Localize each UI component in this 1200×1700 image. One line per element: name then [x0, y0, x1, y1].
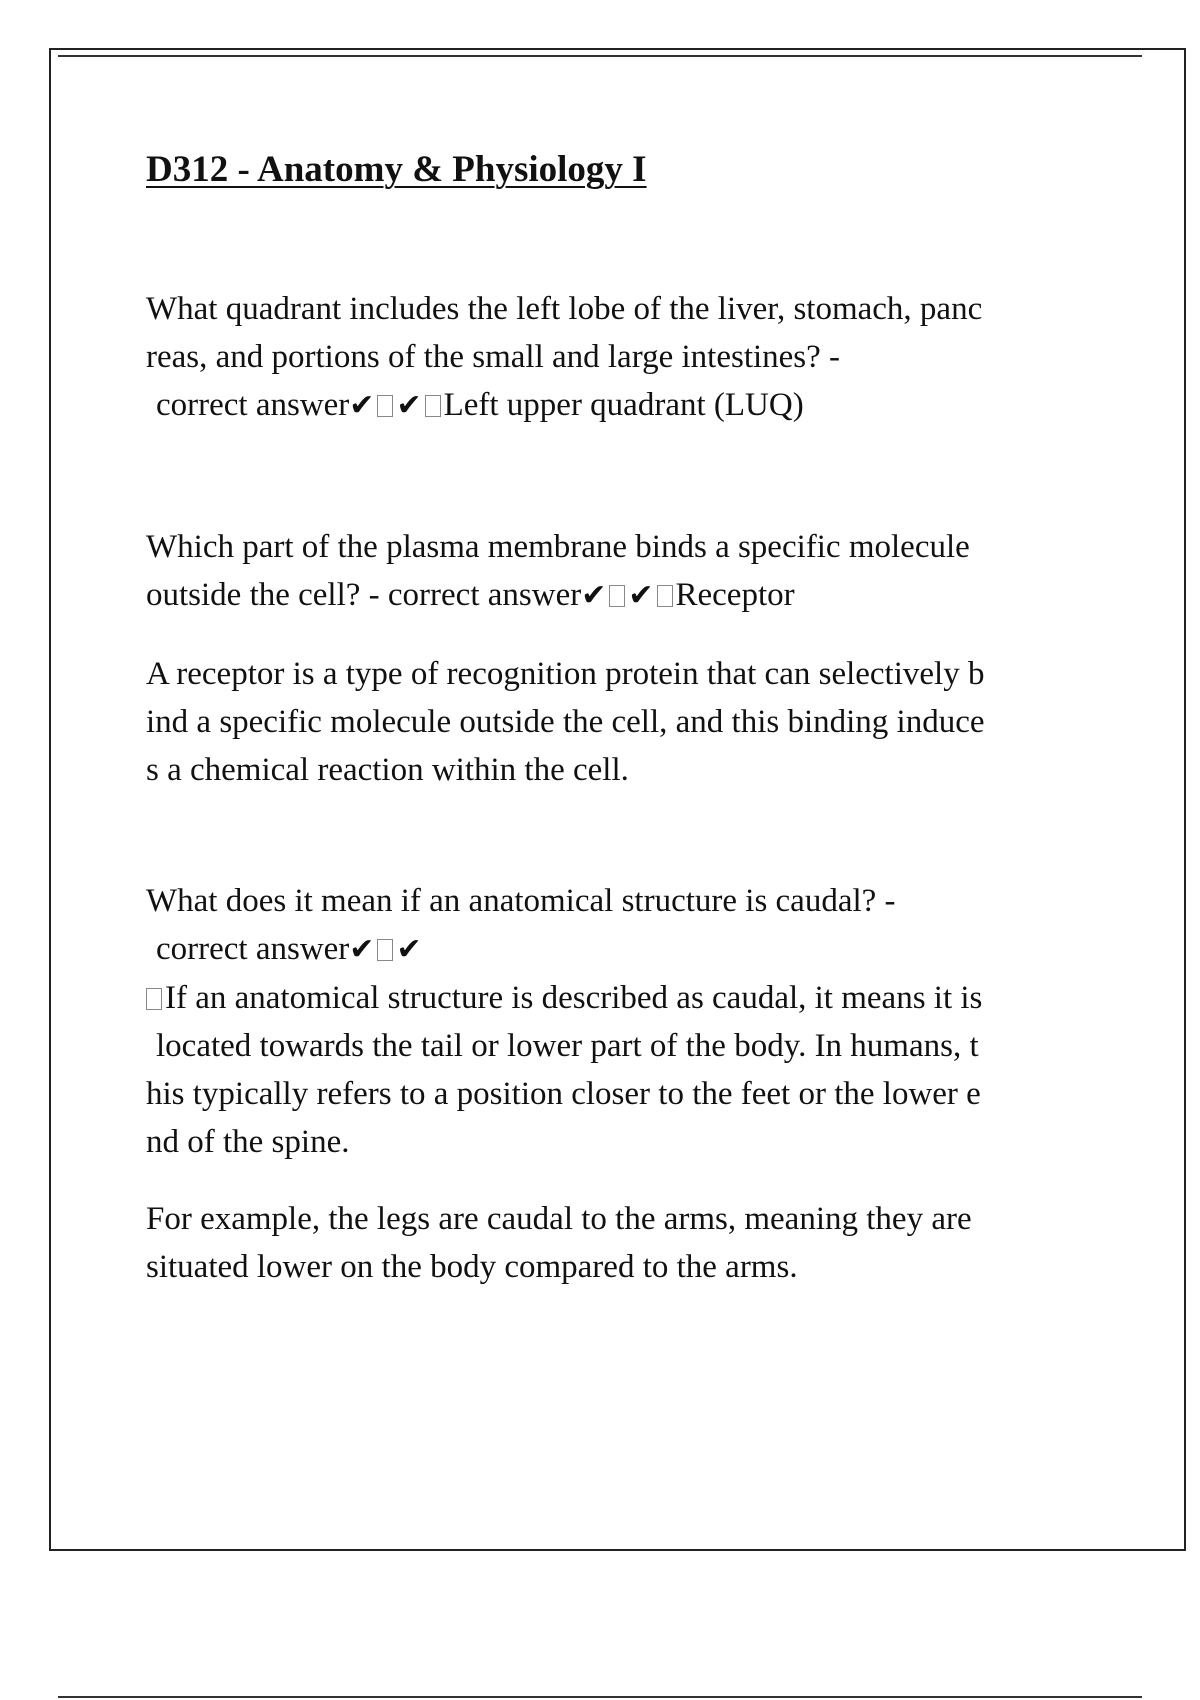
answer-3-line-3: his typically refers to a position closer to the feet or the lower e — [146, 1076, 981, 1112]
explanation-2-line-3: s a chemical reaction within the cell. — [146, 752, 629, 788]
question-1-line-2: reas, and portions of the small and large intestines? - — [146, 339, 841, 375]
bottom-rule — [58, 1696, 1142, 1698]
answer-2-text: Receptor — [675, 577, 795, 613]
check-mark-icon: ✔ — [581, 578, 607, 613]
check-mark-icon: ✔ — [396, 932, 422, 967]
missing-glyph-box-icon — [609, 585, 625, 607]
answer-1-text: Left upper quadrant (LUQ) — [443, 387, 804, 423]
example-3-line-2: situated lower on the body compared to the arms. — [146, 1249, 798, 1285]
question-2-line-1: Which part of the plasma membrane binds a specific molecule — [146, 529, 970, 565]
explanation-2-line-1: A receptor is a type of recognition protein that can selectively b — [146, 656, 985, 692]
example-3 — [146, 1195, 1096, 1291]
check-mark-icon: ✔ — [349, 932, 375, 967]
page-frame — [49, 48, 1186, 1551]
top-rule — [58, 55, 1142, 57]
question-2-tail: outside the cell? - correct answer — [146, 577, 582, 613]
question-3-line-1: What does it mean if an anatomical structure is caudal? - — [146, 883, 896, 919]
answer-3-line-1-text: If an anatomical structure is described as caudal, it means it is — [165, 980, 983, 1016]
explanation-2 — [146, 650, 1096, 794]
check-mark-icon: ✔ — [349, 388, 375, 423]
missing-glyph-box-icon — [146, 988, 162, 1010]
answer-3-line-4: nd of the spine. — [146, 1124, 350, 1160]
answer-3-line-2: located towards the tail or lower part of the body. In humans, t — [156, 1028, 979, 1064]
answer-prefix: correct answer — [156, 931, 350, 967]
explanation-2-line-2: ind a specific molecule outside the cell, and this binding induce — [146, 704, 985, 740]
document-title: D312 - Anatomy & Physiology I — [146, 149, 647, 190]
check-mark-icon: ✔ — [396, 388, 422, 423]
qa-block-1 — [146, 285, 1096, 430]
qa-block-3 — [146, 877, 1096, 1166]
check-mark-icon: ✔ — [628, 578, 654, 613]
example-3-line-1: For example, the legs are caudal to the arms, meaning they are — [146, 1201, 972, 1237]
answer-3-line-1 — [146, 974, 1096, 1022]
answer-prefix: correct answer — [156, 387, 350, 423]
answer-1-line — [146, 381, 1096, 430]
missing-glyph-box-icon — [657, 585, 673, 607]
question-2-line-2 — [146, 571, 1096, 620]
missing-glyph-box-icon — [425, 395, 441, 417]
document-content — [146, 140, 1096, 1285]
missing-glyph-box-icon — [377, 395, 393, 417]
answer-3-prefix-line — [146, 925, 1096, 974]
missing-glyph-box-icon — [377, 939, 393, 961]
qa-block-2 — [146, 523, 1096, 620]
question-1-line-1: What quadrant includes the left lobe of the liver, stomach, panc — [146, 291, 983, 327]
